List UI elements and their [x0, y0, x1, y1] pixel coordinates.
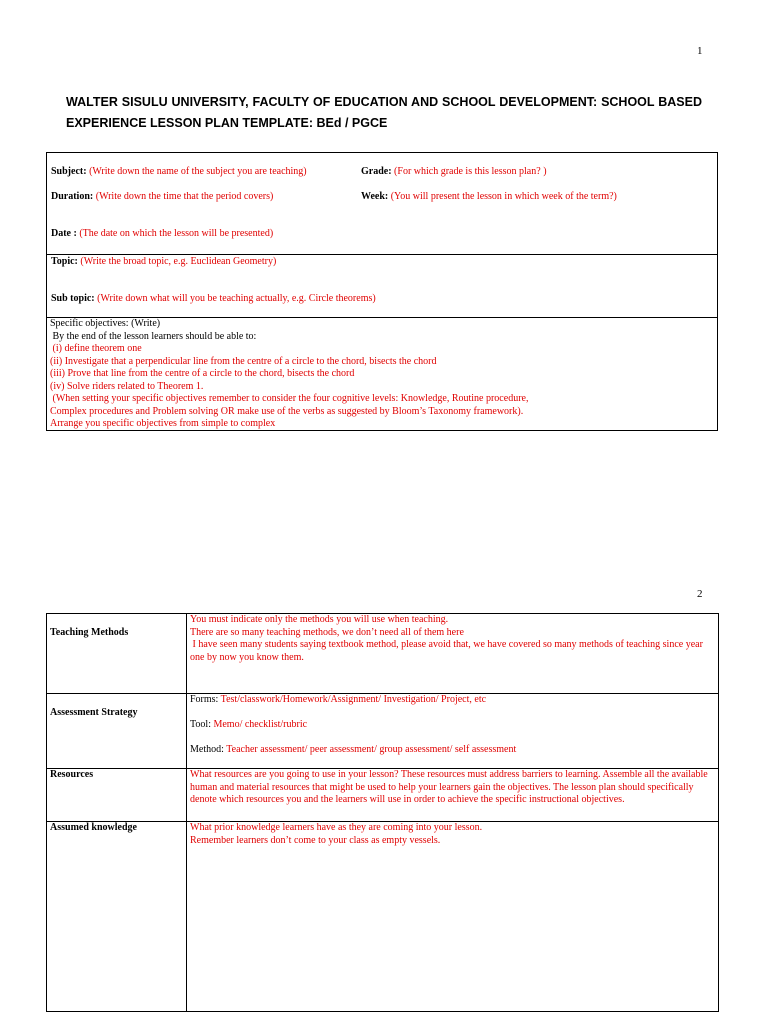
method-value: Teacher assessment/ peer assessment/ group assessment/ self assessment	[226, 744, 517, 755]
table-row	[47, 769, 719, 822]
subtopic-field	[51, 293, 376, 304]
cell-line: What prior knowledge learners have as they are coming into your lesson.	[190, 822, 483, 833]
subtopic-label: Sub topic:	[51, 293, 95, 304]
page-number: 2	[697, 588, 703, 600]
forms-value: Test/classwork/Homework/Assignment/ Investigation/ Project, etc	[220, 694, 487, 705]
subject-label: Subject:	[51, 166, 87, 177]
tool-label: Tool:	[190, 719, 214, 730]
date-label: Date :	[51, 228, 77, 239]
topic-field	[51, 256, 276, 267]
grade-hint: (For which grade is this lesson plan? )	[394, 166, 547, 177]
assessment-strategy-cell	[187, 694, 719, 769]
tool-line	[190, 719, 715, 732]
resources-label: Resources	[50, 769, 94, 780]
resources-cell	[187, 769, 719, 822]
objectives-section	[47, 318, 717, 430]
details-section	[47, 153, 717, 255]
teaching-methods-label: Teaching Methods	[50, 627, 129, 638]
table-row	[47, 614, 719, 694]
assessment-strategy-label: Assessment Strategy	[50, 707, 138, 718]
week-label: Week:	[361, 191, 389, 202]
objective-note: Arrange you specific objectives from simple to complex	[50, 418, 276, 429]
forms-label: Forms:	[190, 694, 221, 705]
cell-line: You must indicate only the methods you will use when teaching.	[190, 614, 449, 625]
row-label	[47, 694, 187, 769]
row-label	[47, 769, 187, 822]
row-label	[47, 822, 187, 1012]
objective-item: (iii) Prove that line from the centre of a circle to the chord, bisects the chord	[50, 368, 355, 379]
date-hint: (The date on which the lesson will be presented)	[79, 228, 274, 239]
page-number: 1	[697, 45, 703, 57]
objectives-intro: By the end of the lesson learners should be able to:	[50, 330, 257, 342]
objective-item: (ii) Investigate that a perpendicular line from the centre of a circle to the chord, bisects the chord	[50, 355, 437, 367]
table-row	[47, 694, 719, 769]
grade-label: Grade:	[361, 166, 392, 177]
assumed-knowledge-cell	[187, 822, 719, 1012]
forms-line	[190, 694, 715, 707]
topic-section	[47, 255, 717, 318]
week-field	[361, 191, 617, 202]
subject-field	[51, 166, 307, 177]
tool-value: Memo/ checklist/rubric	[213, 719, 308, 730]
week-hint: (You will present the lesson in which week of the term?)	[390, 191, 617, 202]
objectives-text	[50, 318, 528, 431]
row-label	[47, 614, 187, 694]
table-row	[47, 822, 719, 1012]
topic-hint: (Write the broad topic, e.g. Euclidean Geometry)	[80, 256, 277, 267]
lesson-details-box	[46, 152, 718, 431]
subtopic-hint: (Write down what will you be teaching actually, e.g. Circle theorems)	[97, 293, 376, 304]
objective-item: (iv) Solve riders related to Theorem 1.	[50, 380, 204, 392]
objective-note: (When setting your specific objectives remember to consider the four cognitive levels: Knowledge, Routine procedure,	[50, 393, 529, 404]
teaching-methods-cell	[187, 614, 719, 694]
duration-field	[51, 191, 273, 202]
cell-line: There are so many teaching methods, we don’t need all of them here	[190, 626, 464, 638]
objective-item: (i) define theorem one	[50, 343, 142, 354]
duration-hint: (Write down the time that the period covers)	[95, 191, 274, 202]
document-title: WALTER SISULU UNIVERSITY, FACULTY OF EDUCATION AND SCHOOL DEVELOPMENT: SCHOOL BASED EXPERIENCE LESSON PLAN TEMPLATE: BEd / PGCE	[66, 95, 702, 130]
cell-line: I have seen many students saying textbook method, please avoid that, we have covered so many methods of teaching since year one by now you know them.	[190, 639, 706, 663]
topic-label: Topic:	[51, 256, 78, 267]
objectives-heading: Specific objectives: (Write)	[50, 318, 161, 329]
lesson-plan-table	[46, 613, 719, 1012]
assumed-knowledge-label: Assumed knowledge	[50, 822, 137, 833]
cell-line: Remember learners don’t come to your class as empty vessels.	[190, 834, 441, 846]
duration-label: Duration:	[51, 191, 94, 202]
grade-field	[361, 166, 547, 177]
resources-text: What resources are you going to use in your lesson? These resources must address barriers to learning. Assemble all the available human and material resources that might be used to help your learners gain the objectives. The lesson plan should specifically denote which resources you and the learners will use in order to achieve the specific instructional objectives.	[190, 769, 708, 805]
method-line	[190, 744, 715, 757]
date-field	[51, 228, 273, 239]
subject-hint: (Write down the name of the subject you are teaching)	[89, 166, 307, 177]
method-label: Method:	[190, 744, 227, 755]
objective-note: Complex procedures and Problem solving OR make use of the verbs as suggested by Bloom’s Taxonomy framework).	[50, 405, 524, 417]
